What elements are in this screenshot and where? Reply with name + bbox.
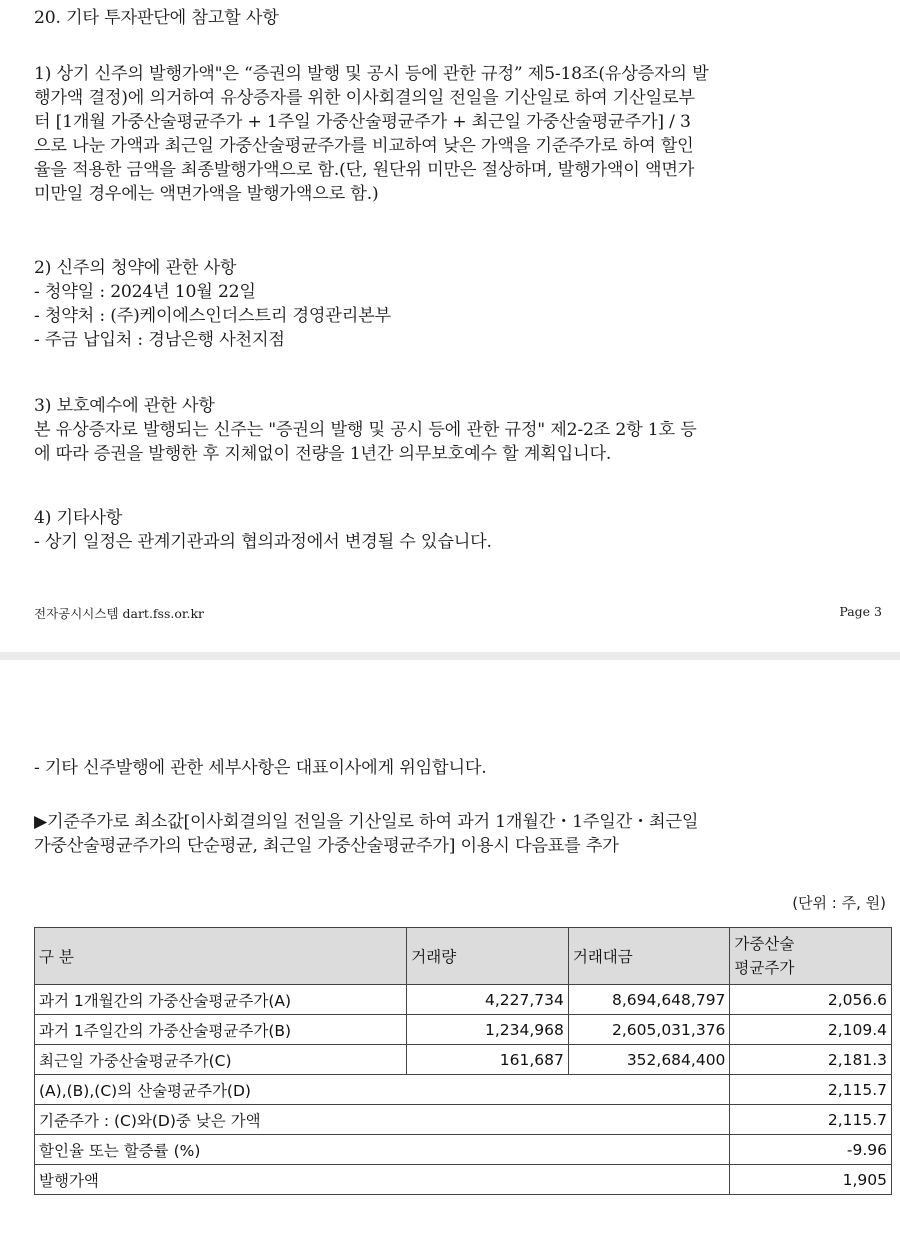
summary-row bbox=[35, 1135, 892, 1165]
summary-row bbox=[35, 1105, 892, 1135]
table-intro: ▶기준주가로 최소값[이사회결의일 전일을 기산일로 하여 과거 1개월간・1주일간・최근일 가중산술평균주가의 단순평균, 최근일 가중산술평균주가] 이용시 다음표를 추가 bbox=[34, 812, 699, 856]
summary-value: 1,905 bbox=[730, 1165, 892, 1195]
item-3-lockup: 3) 보호예수에 관한 사항 본 유상증자로 발행되는 신주는 "증권의 발행 및 공시 등에 관한 규정" 제2-2조 2항 1호 등 에 따라 증권을 발행한 후 지체없이 전량을 1년간 의무보호예수 할 계획입니다. bbox=[34, 396, 697, 464]
header-category: 구 분 bbox=[35, 928, 407, 985]
footer-source: 전자공시시스템 dart.fss.or.kr bbox=[34, 606, 205, 621]
section-title: 20. 기타 투자판단에 참고할 사항 bbox=[34, 8, 279, 28]
item-2-subscription: 2) 신주의 청약에 관한 사항 - 청약일 : 2024년 10월 22일 - 청약처 : (주)케이에스인더스트리 경영관리본부 - 주금 납입처 : 경남은행 사천지점 bbox=[34, 258, 391, 350]
table-header-row bbox=[35, 928, 892, 985]
summary-label: 할인율 또는 할증률 (%) bbox=[35, 1135, 730, 1165]
row-label: 최근일 가중산술평균주가(C) bbox=[35, 1045, 407, 1075]
item-1-issue-price: 1) 상기 신주의 발행가액"은 “증권의 발행 및 공시 등에 관한 규정” 제5-18조(유상증자의 발 행가액 결정)에 의거하여 유상증자를 위한 이사회결의일 전일을 기산일로 하여 기산일로부 터 [1개월 가중산술평균주가 + 1주일 가중산술평균주가 + 최근일 가중산술평균주가] / 3 으로 나눈 가액과 최근일 가중산술평균주가를 비교하여 낮은 가액을 기준주가로 하여 할인 율을 적용한 금액을 최종발행가액으로 함.(단, 원단위 미만은 절상하며, 발행가액이 액면가 미만일 경우에는 액면가액을 발행가액으로 함.) bbox=[34, 64, 709, 204]
cell-price: 2,109.4 bbox=[730, 1015, 892, 1045]
summary-row bbox=[35, 1165, 892, 1195]
header-volume: 거래량 bbox=[407, 928, 569, 985]
summary-value: 2,115.7 bbox=[730, 1075, 892, 1105]
table-row bbox=[35, 1045, 892, 1075]
summary-value: 2,115.7 bbox=[730, 1105, 892, 1135]
summary-row bbox=[35, 1075, 892, 1105]
document-page-4 bbox=[0, 660, 900, 1243]
summary-label: 기준주가 : (C)와(D)중 낮은 가액 bbox=[35, 1105, 730, 1135]
cell-amount: 352,684,400 bbox=[568, 1045, 730, 1075]
unit-label: (단위 : 주, 원) bbox=[792, 894, 886, 912]
table-row bbox=[35, 1015, 892, 1045]
summary-label: 발행가액 bbox=[35, 1165, 730, 1195]
cell-price: 2,181.3 bbox=[730, 1045, 892, 1075]
header-weighted-price: 가중산술 평균주가 bbox=[730, 928, 892, 985]
footer-page-number: Page 3 bbox=[839, 604, 882, 619]
summary-label: (A),(B),(C)의 산술평균주가(D) bbox=[35, 1075, 730, 1105]
table-row bbox=[35, 985, 892, 1015]
item-4-other: 4) 기타사항 - 상기 일정은 관계기관과의 협의과정에서 변경될 수 있습니다. bbox=[34, 508, 492, 552]
cell-volume: 4,227,734 bbox=[407, 985, 569, 1015]
header-amount: 거래대금 bbox=[568, 928, 730, 985]
row-label: 과거 1주일간의 가중산술평균주가(B) bbox=[35, 1015, 407, 1045]
summary-value: -9.96 bbox=[730, 1135, 892, 1165]
page-divider bbox=[0, 652, 900, 660]
cell-amount: 8,694,648,797 bbox=[568, 985, 730, 1015]
cell-volume: 161,687 bbox=[407, 1045, 569, 1075]
cell-volume: 1,234,968 bbox=[407, 1015, 569, 1045]
row-label: 과거 1개월간의 가중산술평균주가(A) bbox=[35, 985, 407, 1015]
delegation-note: - 기타 신주발행에 관한 세부사항은 대표이사에게 위임합니다. bbox=[34, 758, 487, 778]
price-table bbox=[34, 927, 892, 1195]
cell-amount: 2,605,031,376 bbox=[568, 1015, 730, 1045]
cell-price: 2,056.6 bbox=[730, 985, 892, 1015]
